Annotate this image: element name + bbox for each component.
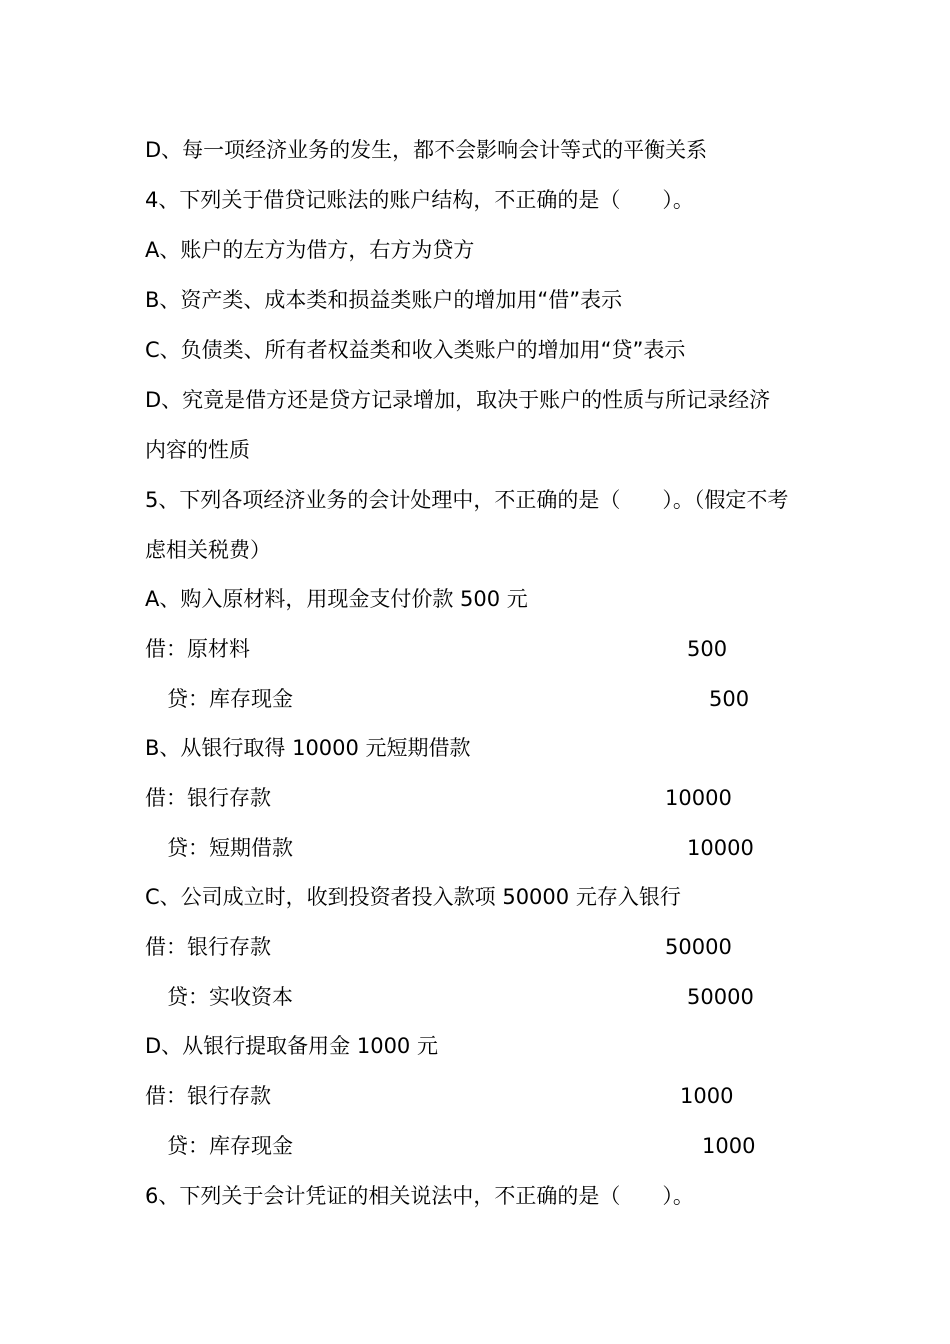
q4-option-d-cont: 内容的性质 bbox=[145, 438, 250, 462]
q5-d-debit-entry bbox=[145, 1071, 785, 1121]
debit-label: 借：原材料 bbox=[145, 637, 250, 661]
debit-label: 借：银行存款 bbox=[145, 1084, 271, 1108]
q4-question: 4、下列关于借贷记账法的账户结构，不正确的是（ ）。 bbox=[145, 188, 694, 212]
q3-option-d: D、每一项经济业务的发生，都不会影响会计等式的平衡关系 bbox=[145, 138, 708, 162]
q5-b-debit-entry bbox=[145, 773, 785, 823]
debit-label: 借：银行存款 bbox=[145, 786, 271, 810]
q5-option-d: D、从银行提取备用金 1000 元 bbox=[145, 1034, 438, 1058]
credit-label: 贷：库存现金 bbox=[167, 1134, 293, 1158]
debit-amount: 500 bbox=[687, 637, 728, 661]
q6-question: 6、下列关于会计凭证的相关说法中，不正确的是（ ）。 bbox=[145, 1184, 694, 1208]
credit-amount: 500 bbox=[709, 687, 750, 711]
q4-option-b: B、资产类、成本类和损益类账户的增加用“借”表示 bbox=[145, 288, 623, 312]
q5-option-c: C、公司成立时，收到投资者投入款项 50000 元存入银行 bbox=[145, 885, 681, 909]
credit-label: 贷：库存现金 bbox=[167, 687, 293, 711]
q5-option-a: A、购入原材料，用现金支付价款 500 元 bbox=[145, 587, 528, 611]
q5-c-credit-entry bbox=[167, 972, 807, 1022]
q4-option-d: D、究竟是借方还是贷方记录增加，取决于账户的性质与所记录经济 bbox=[145, 388, 771, 412]
credit-label: 贷：实收资本 bbox=[167, 985, 293, 1009]
q5-question: 5、下列各项经济业务的会计处理中，不正确的是（ ）。（假定不考 bbox=[145, 488, 789, 512]
debit-amount: 1000 bbox=[680, 1084, 734, 1108]
q5-a-credit-entry bbox=[167, 674, 807, 724]
debit-amount: 10000 bbox=[665, 786, 732, 810]
q4-option-a: A、账户的左方为借方，右方为贷方 bbox=[145, 238, 475, 262]
q4-option-c: C、负债类、所有者权益类和收入类账户的增加用“贷”表示 bbox=[145, 338, 686, 362]
credit-amount: 10000 bbox=[687, 836, 754, 860]
q5-c-debit-entry bbox=[145, 922, 785, 972]
credit-label: 贷：短期借款 bbox=[167, 836, 293, 860]
debit-label: 借：银行存款 bbox=[145, 935, 271, 959]
credit-amount: 1000 bbox=[702, 1134, 756, 1158]
debit-amount: 50000 bbox=[665, 935, 732, 959]
credit-amount: 50000 bbox=[687, 985, 754, 1009]
q5-option-b: B、从银行取得 10000 元短期借款 bbox=[145, 736, 471, 760]
q5-a-debit-entry bbox=[145, 624, 785, 674]
q5-d-credit-entry bbox=[167, 1121, 807, 1171]
q5-question-cont: 虑相关税费） bbox=[145, 538, 271, 562]
q5-b-credit-entry bbox=[167, 823, 807, 873]
